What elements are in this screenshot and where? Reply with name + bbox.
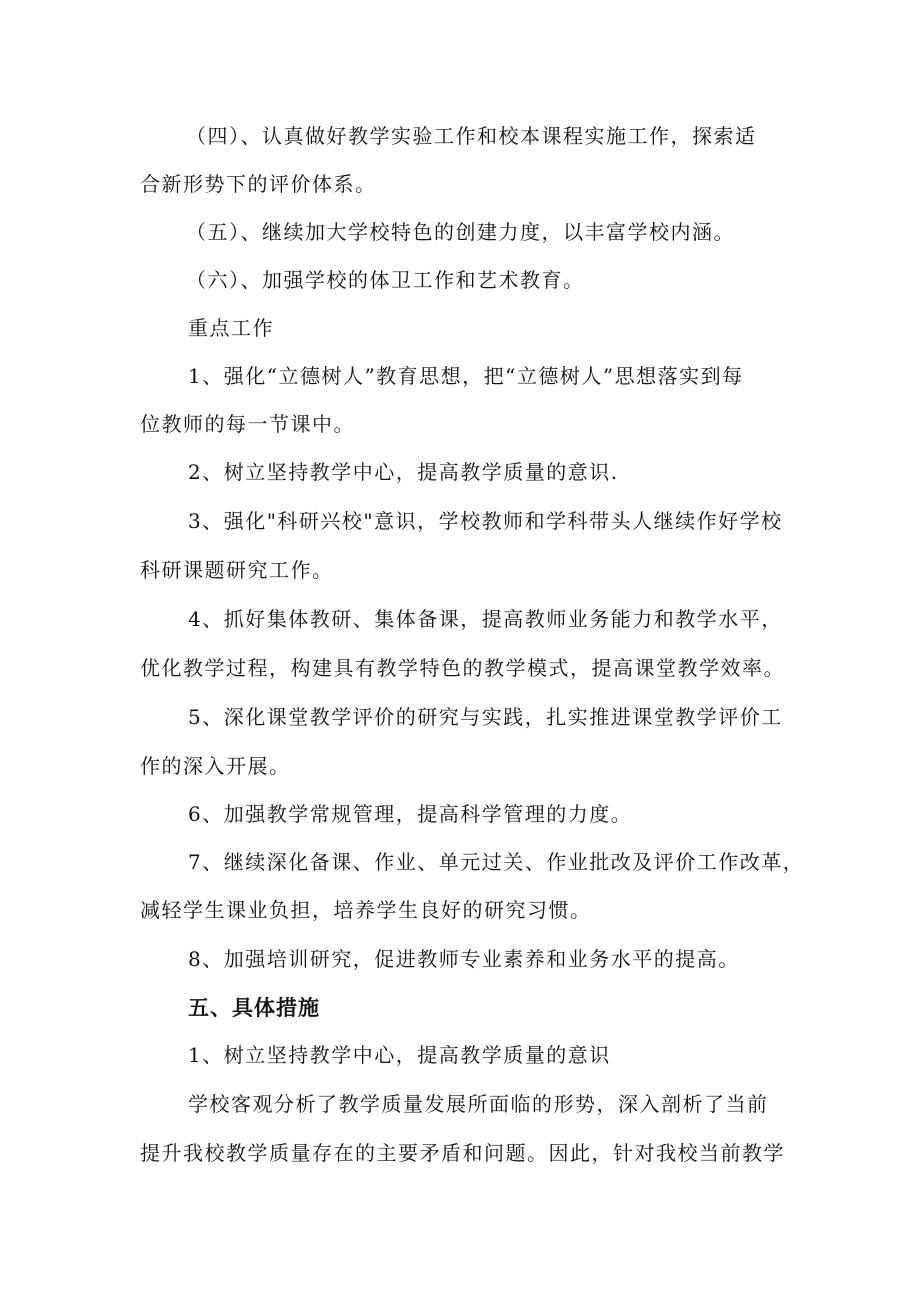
paragraph-line: 科研课题研究工作。 — [140, 558, 334, 582]
paragraph-line: 5、深化课堂教学评价的研究与实践，扎实推进课堂教学评价工 — [188, 705, 783, 729]
paragraph-line: 4、抓好集体教研、集体备课，提高教师业务能力和教学水平， — [188, 607, 783, 631]
paragraph-line: 位教师的每一节课中。 — [140, 412, 355, 436]
paragraph-line: 学校客观分析了教学质量发展所面临的形势，深入剖析了当前 — [188, 1092, 769, 1116]
paragraph-line: 8、加强培训研究，促进教师专业素养和业务水平的提高。 — [188, 947, 740, 971]
paragraph-line: 减轻学生课业负担，培养学生良好的研究习惯。 — [140, 898, 592, 922]
subheading: 重点工作 — [188, 316, 274, 340]
paragraph-line: （五）、继续加大学校特色的创建力度，以丰富学校内涵。 — [186, 220, 735, 244]
paragraph-line: 7、继续深化备课、作业、单元过关、作业批改及评价工作改革， — [188, 850, 805, 874]
paragraph-line: 1、树立坚持教学中心，提高教学质量的意识 — [188, 1043, 611, 1067]
paragraph-line: 2、树立坚持教学中心，提高教学质量的意识. — [188, 460, 619, 484]
paragraph-line: 提升我校教学质量存在的主要矛盾和问题。因此，针对我校当前教学 — [140, 1141, 785, 1165]
paragraph-line: 6、加强教学常规管理，提高科学管理的力度。 — [188, 802, 633, 826]
paragraph-line: 1、强化“立德树人”教育思想，把“立德树人”思想落实到每 — [188, 364, 744, 388]
paragraph-line: 作的深入开展。 — [140, 754, 291, 778]
section-heading: 五、具体措施 — [188, 996, 320, 1020]
paragraph-line: 优化教学过程，构建具有教学特色的教学模式，提高课堂教学效率。 — [140, 656, 785, 680]
paragraph-line: （四）、认真做好教学实验工作和校本课程实施工作，探索适 — [186, 124, 757, 148]
paragraph-line: （六）、加强学校的体卫工作和艺术教育。 — [186, 268, 585, 292]
paragraph-line: 合新形势下的评价体系。 — [140, 172, 377, 196]
paragraph-line: 3、强化"科研兴校"意识，学校教师和学科带头人继续作好学校 — [188, 509, 783, 533]
